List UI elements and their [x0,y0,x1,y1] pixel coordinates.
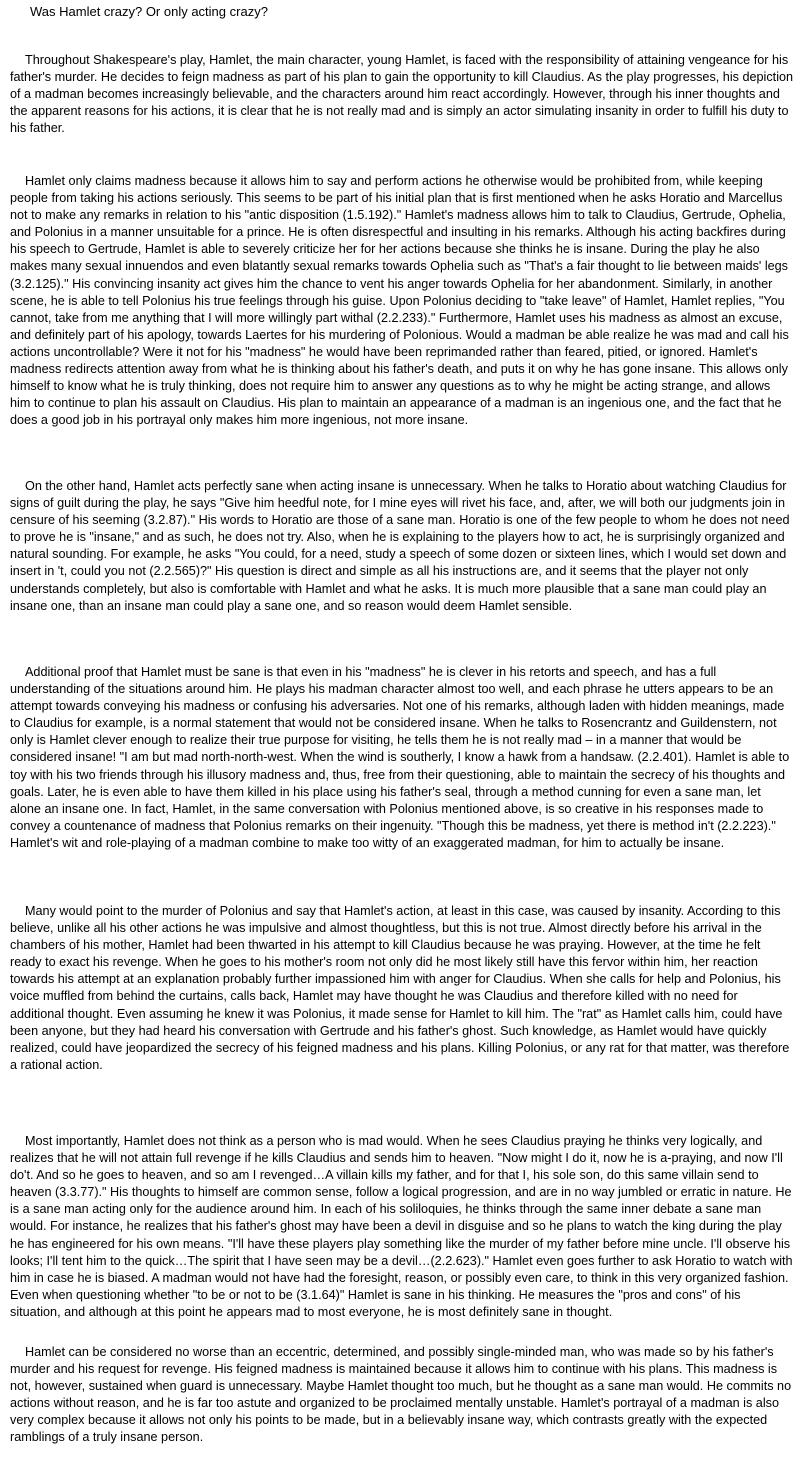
essay-paragraph-introduction: Throughout Shakespeare's play, Hamlet, the main character, young Hamlet, is faced with the responsibility of attaining vengeance for his father's murder. He decides to feign madness as part of his plan to gain the opportunity to kill Claudius. As the play progresses, his depiction of a madman becomes increasingly believable, and the characters around him react accordingly. However, through his inner thoughts and the apparent reasons for his actions, it is clear that he is not really mad and is simply an actor simulating insanity in order to fulfill his duty to his father. [10,53,794,136]
essay-paragraph-logical-thinking: Most importantly, Hamlet does not think as a person who is mad would. When he sees Claudius praying he thinks very logically, and realizes that he will not attain full revenge if he kills Claudius and sends him to heaven. "Now might I do it, now he is a-praying, and now I'll do't. And so he goes to heaven, and so am I revenged…A villain kills my father, and for that I, his sole son, do this same villain send to heaven (3.3.77)." His thoughts to himself are common sense, follow a logical progression, and are in no way jumbled or erratic in nature. He is a sane man acting only for the audience around him. In each of his soliloquies, he thinks through the same inner debate a sane man would. For instance, he realizes that his father's ghost may have been a devil in disguise and so he plans to watch the king during the play he has engineered for his own means. "I'll have these players play something like the murder of my father before mine uncle. I'll observe his looks; I'll tent him to the quick…The spirit that I have seen may be a devil…(2.2.623)." Hamlet even goes further to ask Horatio to watch with him in case he is biased. A madman would not have had the foresight, reason, or possibly even care, to think in this very organized fashion. Even when questioning whether "to be or not to be (3.1.64)" Hamlet is sane in his thinking. He measures the "pros and cons" of his situation, and although at this point he appears mad to most everyone, he is most definitely sane in thought. [10,1134,793,1319]
essay-paragraph-polonius-murder: Many would point to the murder of Polonius and say that Hamlet's action, at least in this case, was caused by insanity. According to this believe, unlike all his other actions he was impulsive and almost thoughtless, but this is not true. Almost directly before his arrival in the chambers of his mother, Hamlet had been thwarted in his attempt to kill Claudius because he was praying. However, at the time he felt ready to exact his revenge. When he goes to his mother's room not only did he most likely still have this fervor within him, her reaction towards his attempt at an explanation probably further impassioned him with anger for Claudius. When she calls for help and Polonius, his voice muffled from behind the curtains, calls back, Hamlet may have thought he was Claudius and therefore killed with no need for additional thought. Even assuming he knew it was Polonius, it made sense for Hamlet to kill him. The "rat" as Hamlet calls him, could have been anyone, but they had heard his conversation with Gertrude and his father's ghost. Such knowledge, as Hamlet would have quickly realized, could have jeopardized the secrecy of his feigned madness and his plans. Killing Polonius, or any rat for that matter, was therefore a rational action. [10,904,790,1072]
essay-title: Was Hamlet crazy? Or only acting crazy? [30,4,268,19]
essay-paragraph-additional-proof: Additional proof that Hamlet must be sane is that even in his "madness" he is clever in his retorts and speech, and has a full understanding of the situations around him. He plays his madman character almost too well, and each phrase he utters appears to be an attempt towards conveying his madness or confusing his adversaries. Not one of his remarks, although laden with hidden meanings, made to Claudius for example, is a normal statement that would not be considered insane. When he talks to Rosencrantz and Guildenstern, not only is Hamlet clever enough to realize their true purpose for visiting, he tells them he is not really mad – in a manner that would be considered insane! "I am but mad north-north-west. When the wind is southerly, I know a hawk from a handsaw. (2.2.401). Hamlet is able to toy with his two friends through his illusory madness and, thus, free from their questioning, able to maintain the secrecy of his thoughts and goals. Later, he is even able to have them killed in his place using his father's seal, through a method cunning for even a sane man, let alone an insane one. In fact, Hamlet, in the same conversation with Polonius mentioned above, is so creative in his responses made to convey a countenance of madness that Polonius remarks on their ingenuity. "Though this be madness, yet there is method in't (2.2.223)." Hamlet's wit and role-playing of a madman combine to make too witty of an exaggerated madman, for him to actually be insane. [10,665,790,850]
essay-paragraph-claims-madness: Hamlet only claims madness because it allows him to say and perform actions he otherwise would be prohibited from, while keeping people from taking his actions seriously. This seems to be part of his initial plan that is first mentioned when he asks Horatio and Marcellus not to make any remarks in relation to his "antic disposition (1.5.192)." Hamlet's madness allows him to talk to Claudius, Gertrude, Ophelia, and Polonius in a manner unsuitable for a prince. He is often disrespectful and insulting in his remarks. Although his acting backfires during his speech to Gertrude, Hamlet is able to severely criticize her for her actions because she thinks he is insane. During the play he also makes many sexual innuendos and even blatantly sexual remarks towards Ophelia such as "That's a fair thought to lie between maids' legs (3.2.125)." His convincing insanity act gives him the chance to vent his anger towards Ophelia for her abandonment. Similarly, in another scene, he is able to tell Polonius his true feelings through his guise. Upon Polonius deciding to "take leave" of Hamlet, Hamlet replies, "You cannot, take from me anything that I will more willingly part withal (2.2.233)." Furthermore, Hamlet uses his madness as almost an excuse, and definitely part of his apology, towards Laertes for his murdering of Polonious. Would a madman be able realize he was mad and call his actions uncontrollable? Were it not for his "madness" he would have been reprimanded rather than feared, pitied, or ignored. Hamlet's madness redirects attention away from what he is thinking about his father's death, and puts it on why he has gone insane. This allows only himself to know what he is truly thinking, does not require him to answer any questions as to why he might be acting strange, and allows him to continue to plan his assault on Claudius. His plan to maintain an appearance of a madman is an ingenious one, and the fact that he does a good job in his portrayal only makes him more ingenious, not more insane. [10,174,789,428]
essay-paragraph-acts-sane: On the other hand, Hamlet acts perfectly sane when acting insane is unnecessary. When he talks to Horatio about watching Claudius for signs of guilt during the play, he says "Give him heedful note, for I mine eyes will rivet his face, and, after, we will both our judgments join in censure of his seeming (3.2.87)." His words to Horatio are those of a sane man. Horatio is one of the few people to whom he does not need to prove he is "insane," and as such, he does not try. Also, when he is explaining to the players how to act, he is surprisingly organized and natural sounding. For example, he asks "You could, for a need, study a speech of some dozen or sixteen lines, which I would set down and insert in 't, could you not (2.2.565)?" His question is direct and simple as all his instructions are, and it seems that the player not only understands completely, but also is comfortable with Hamlet and what he asks. It is much more plausible that a sane man could play an insane one, than an insane man could play a sane one, and so reason would deem Hamlet sensible. [10,479,790,613]
essay-paragraph-conclusion: Hamlet can be considered no worse than an eccentric, determined, and possibly single-minded man, who was made so by his father's murder and his request for revenge. His feigned madness is maintained because it allows him to continue with his plans. This madness is not, however, sustained when guard is unnecessary. Maybe Hamlet thought too much, but he thought as a sane man would. He commits no actions without reason, and he is far too astute and organized to be proclaimed mentally unstable. Hamlet's portrayal of a madman is also very complex because it allows not only his points to be made, but in a believably insane way, which contrasts greatly with the expected ramblings of a truly insane person. [10,1345,792,1445]
